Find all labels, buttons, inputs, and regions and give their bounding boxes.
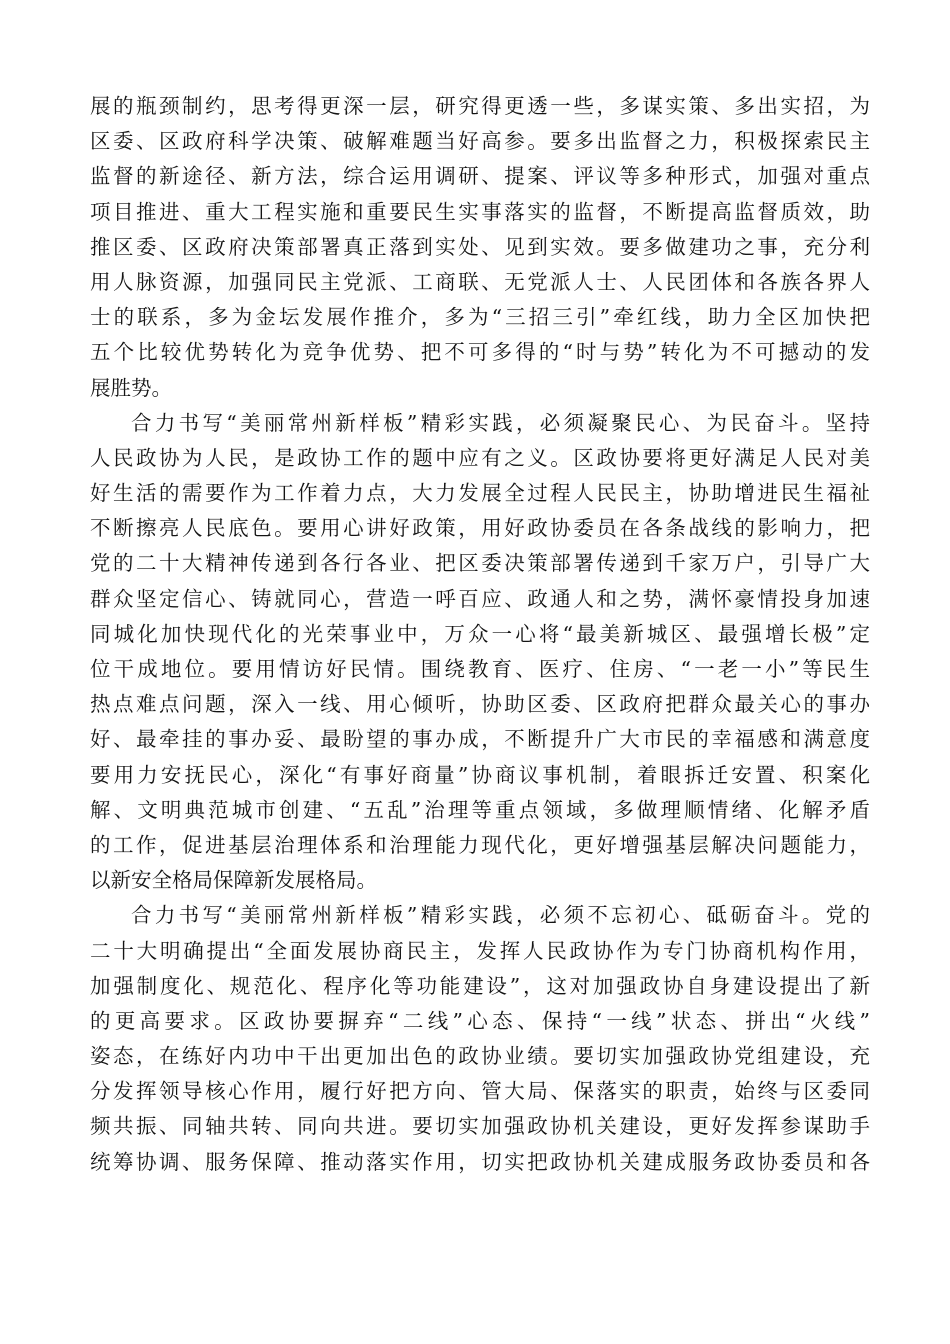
text-line: 的工作，促进基层治理体系和治理能力现代化，更好增强基层解决问题能力， <box>90 832 870 857</box>
text-line: 五个比较优势转化为竞争优势、把不可多得的“时与势”转化为不可撼动的发 <box>90 340 870 365</box>
text-line: 项目推进、重大工程实施和重要民生实事落实的监督，不断提高监督质效，助 <box>90 199 870 224</box>
paragraph-first-line: 合力书写“美丽常州新样板”精彩实践，必须凝聚民心、为民奋斗。坚持 <box>131 410 870 435</box>
text-line: 分发挥领导核心作用，履行好把方向、管大局、保落实的职责，始终与区委同 <box>90 1079 870 1104</box>
text-line: 党的二十大精神传递到各行各业、把区委决策部署传递到千家万户，引导广大 <box>90 551 870 576</box>
text-line: 群众坚定信心、铸就同心，营造一呼百应、政通人和之势，满怀豪情投身加速 <box>90 586 870 611</box>
text-line: 监督的新途径、新方法，综合运用调研、提案、评议等多种形式，加强对重点 <box>90 164 870 189</box>
text-line: 热点难点问题，深入一线、用心倾听，协助区委、区政府把群众最关心的事办 <box>90 692 870 717</box>
text-line: 解、文明典范城市创建、“五乱”治理等重点领域，多做理顺情绪、化解矛盾 <box>90 797 870 822</box>
text-line: 不断擦亮人民底色。要用心讲好政策，用好政协委员在各条战线的影响力，把 <box>90 516 870 541</box>
text-line: 推区委、区政府决策部署真正落到实处、见到实效。要多做建功之事，充分利 <box>90 234 870 259</box>
text-line: 展胜势。 <box>90 375 172 400</box>
text-line: 频共振、同轴共转、同向共进。要切实加强政协机关建设，更好发挥参谋助手 <box>90 1114 870 1139</box>
paragraph-first-line: 合力书写“美丽常州新样板”精彩实践，必须不忘初心、砥砺奋斗。党的 <box>131 903 870 928</box>
text-line: 的更高要求。区政协要摒弃“二线”心态、保持“一线”状态、拼出“火线” <box>90 1008 870 1033</box>
text-line: 要用力安抚民心，深化“有事好商量”协商议事机制，着眼拆迁安置、积案化 <box>90 762 870 787</box>
document-body <box>90 89 870 1180</box>
text-line: 二十大明确提出“全面发展协商民主，发挥人民政协作为专门协商机构作用， <box>90 938 870 963</box>
text-line: 好生活的需要作为工作着力点，大力发展全过程人民民主，协助增进民生福祉 <box>90 481 870 506</box>
text-line: 位干成地位。要用情访好民情。围绕教育、医疗、住房、“一老一小”等民生 <box>90 657 870 681</box>
text-line: 同城化加快现代化的光荣事业中，万众一心将“最美新城区、最强增长极”定 <box>90 621 870 646</box>
text-line: 统筹协调、服务保障、推动落实作用，切实把政协机关建成服务政协委员和各 <box>90 1149 870 1174</box>
text-line: 用人脉资源，加强同民主党派、工商联、无党派人士、人民团体和各族各界人 <box>90 269 870 294</box>
text-line: 以新安全格局保障新发展格局。 <box>90 868 377 893</box>
text-line: 好、最牵挂的事办妥、最盼望的事办成，不断提升广大市民的幸福感和满意度 <box>90 727 870 752</box>
text-line: 人民政协为人民，是政协工作的题中应有之义。区政协要将更好满足人民对美 <box>90 445 870 470</box>
text-line: 区委、区政府科学决策、破解难题当好高参。要多出监督之力，积极探索民主 <box>90 129 870 154</box>
text-line: 姿态，在练好内功中干出更加出色的政协业绩。要切实加强政协党组建设，充 <box>90 1044 870 1069</box>
text-line: 加强制度化、规范化、程序化等功能建设”，这对加强政协自身建设提出了新 <box>90 973 870 998</box>
text-line: 士的联系，多为金坛发展作推介，多为“三招三引”牵红线，助力全区加快把 <box>90 305 870 330</box>
text-line: 展的瓶颈制约，思考得更深一层，研究得更透一些，多谋实策、多出实招，为 <box>90 94 870 118</box>
